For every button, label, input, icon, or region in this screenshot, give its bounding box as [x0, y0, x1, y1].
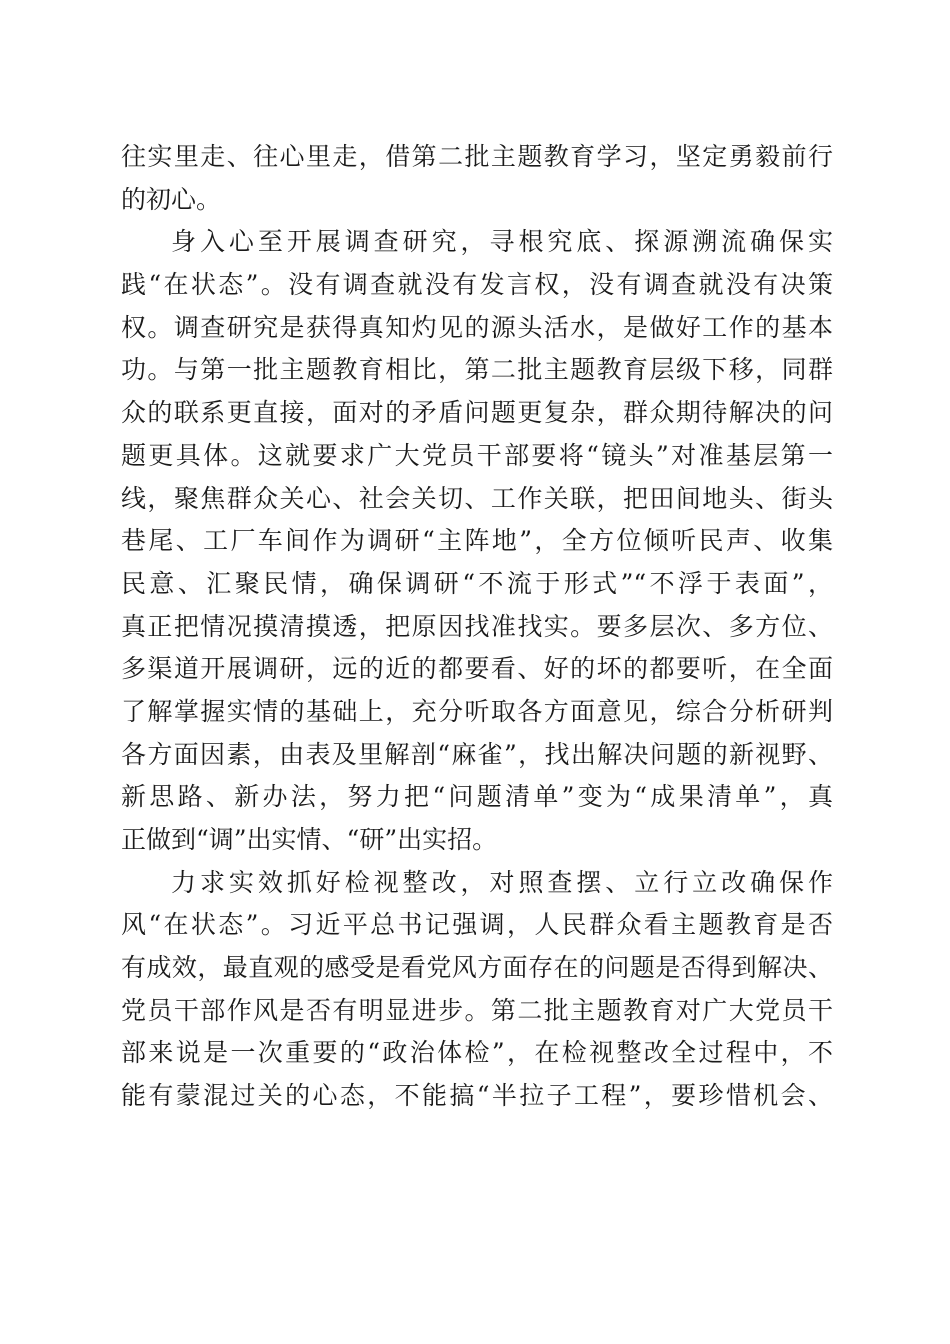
- text-line: 往实里走、往心里走，借第二批主题教育学习，坚定勇毅前行: [121, 142, 833, 171]
- text-line: 新思路、新办法，努力把“问题清单”变为“成果清单”，真: [121, 782, 833, 812]
- text-line: 有成效，最直观的感受是看党风方面存在的问题是否得到解决、: [121, 953, 833, 983]
- text-line: 践“在状态”。没有调查就没有发言权，没有调查就没有决策: [121, 270, 833, 300]
- text-line: 各方面因素，由表及里解剖“麻雀”，找出解决问题的新视野、: [121, 739, 833, 769]
- text-line: 题更具体。这就要求广大党员干部要将“镜头”对准基层第一: [121, 440, 833, 470]
- text-line: 党员干部作风是否有明显进步。第二批主题教育对广大党员干: [121, 995, 833, 1025]
- text-line: 正做到“调”出实情、“研”出实招。: [121, 825, 498, 854]
- document-body: [121, 136, 833, 1118]
- text-line: 众的联系更直接，面对的矛盾问题更复杂，群众期待解决的问: [121, 398, 833, 428]
- text-line: 的初心。: [121, 184, 222, 214]
- text-line: 线，聚焦群众关心、社会关切、工作关联，把田间地头、街头: [121, 483, 833, 513]
- text-line: 民意、汇聚民情，确保调研“不流于形式”“不浮于表面”，: [121, 568, 833, 598]
- text-line: 风“在状态”。习近平总书记强调，人民群众看主题教育是否: [121, 910, 833, 940]
- text-line: 多渠道开展调研，远的近的都要看、好的坏的都要听，在全面: [121, 654, 833, 684]
- text-line: 能有蒙混过关的心态，不能搞“半拉子工程”，要珍惜机会、: [121, 1081, 833, 1111]
- text-line: 部来说是一次重要的“政治体检”，在检视整改全过程中，不: [121, 1038, 833, 1068]
- text-line: 功。与第一批主题教育相比，第二批主题教育层级下移，同群: [121, 355, 833, 385]
- text-line: 巷尾、工厂车间作为调研“主阵地”，全方位倾听民声、收集: [121, 526, 833, 556]
- text-line: 力求实效抓好检视整改，对照查摆、立行立改确保作: [171, 867, 833, 897]
- text-line: 身入心至开展调查研究，寻根究底、探源溯流确保实: [171, 227, 833, 257]
- text-line: 权。调查研究是获得真知灼见的源头活水，是做好工作的基本: [121, 312, 833, 342]
- text-line: 真正把情况摸清摸透，把原因找准找实。要多层次、多方位、: [121, 611, 833, 641]
- text-line: 了解掌握实情的基础上，充分听取各方面意见，综合分析研判: [121, 696, 833, 726]
